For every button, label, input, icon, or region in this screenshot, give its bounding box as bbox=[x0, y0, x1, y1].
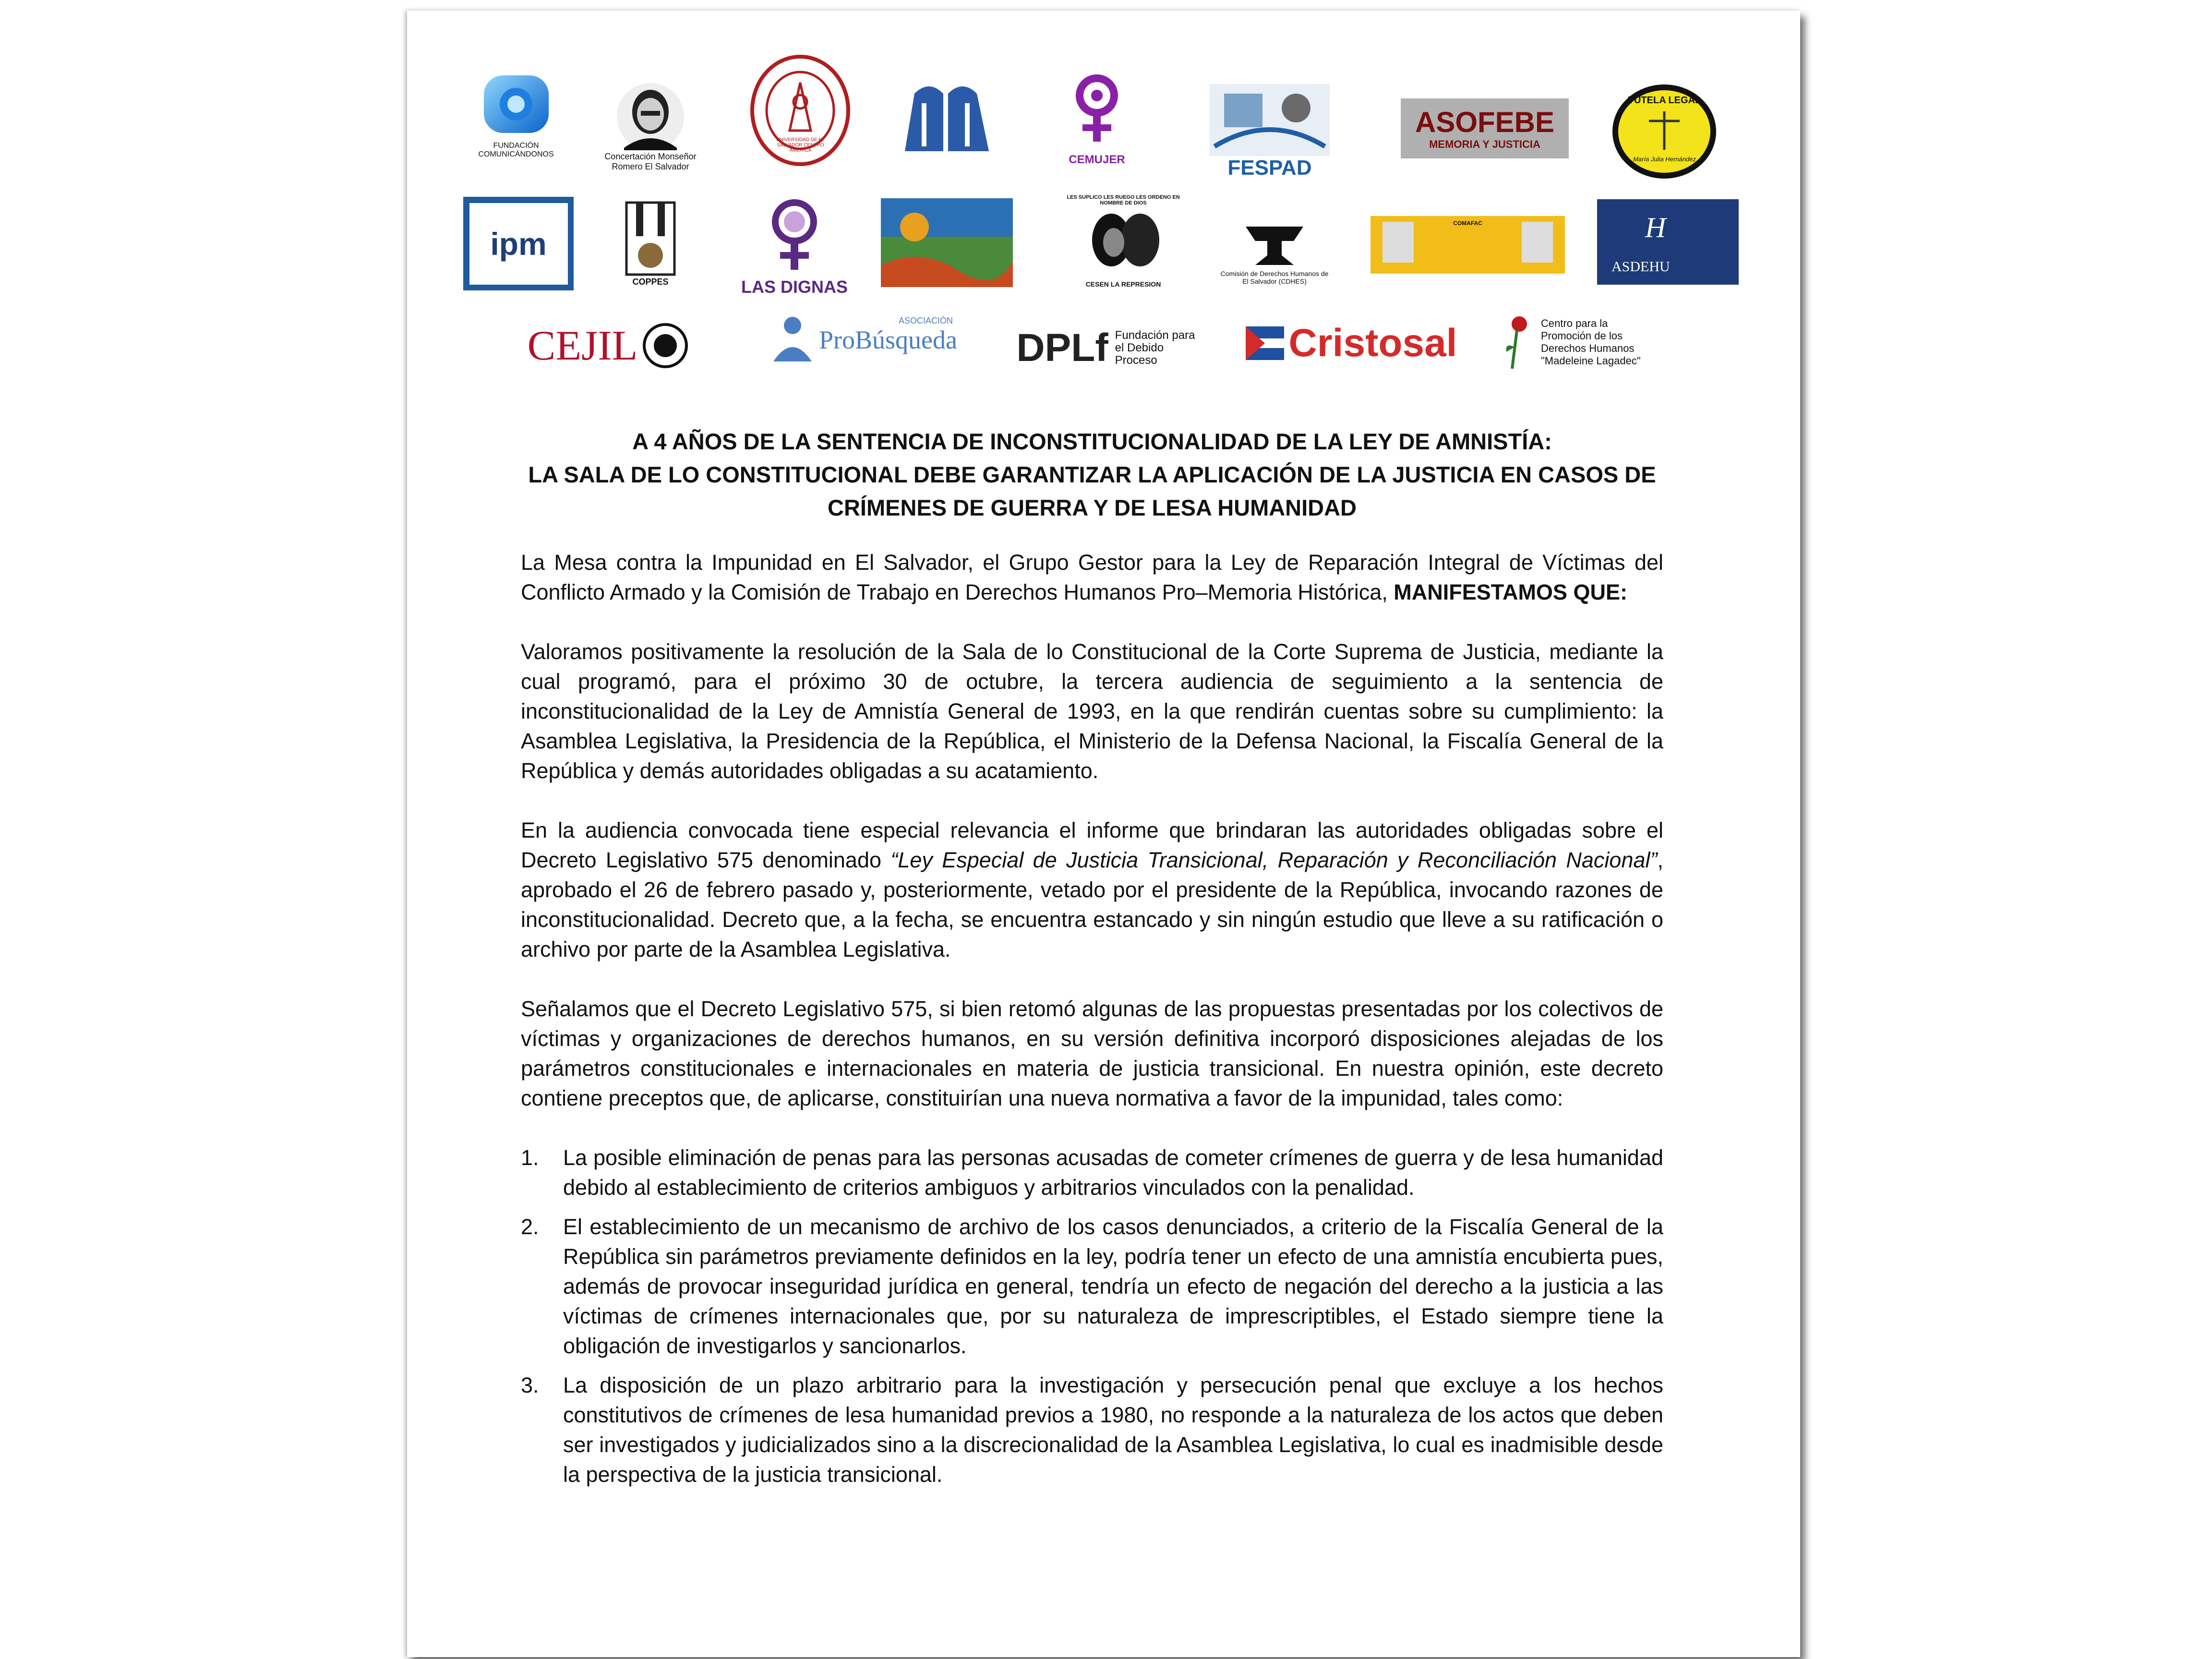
cejil-label: CEJIL bbox=[527, 322, 638, 369]
paragraph-2 bbox=[521, 816, 1663, 964]
asdehu-label: ASDEHU bbox=[1611, 259, 1670, 275]
asofebe-name: ASOFEBE bbox=[1415, 106, 1555, 138]
probusqueda-name: Búsqueda bbox=[855, 325, 957, 354]
logo-asdehu: ASDEHU H bbox=[1597, 199, 1739, 285]
intro-text: La Mesa contra la Impunidad en El Salvador, el Grupo Gestor para la Ley de Reparación Integral de Víctimas del Conflicto Armado y la Comisión de Trabajo en Derechos Humanos Pro–Memoria Histórica, bbox=[521, 550, 1663, 604]
fespad-book-icon bbox=[1205, 74, 1334, 156]
intro-paragraph bbox=[521, 548, 1663, 607]
numbered-list bbox=[521, 1143, 1663, 1490]
figures-icon bbox=[895, 74, 998, 161]
list-item bbox=[521, 1143, 1663, 1202]
logo-cemujer bbox=[1061, 65, 1133, 173]
paragraph-3: Señalamos que el Decreto Legislativo 575, si bien retomó algunas de las propuestas presentadas por los colectivos de víctimas y organizaciones de derechos humanos, en su versión definitiva incorporó disposiciones alejadas de los parámetros constitucionales e internacionales en materia de justicia transicional. En nuestra opinión, este decreto contiene preceptos que, de aplicarse, constituirían una nueva normativa a favor de la impunidad, tales como: bbox=[521, 997, 1663, 1110]
logo-asofebe bbox=[1401, 98, 1569, 158]
list-item bbox=[521, 1370, 1663, 1490]
logo-label: UNIVERSIDAD DE EL SALVADOR CENTRO AMÉRICA bbox=[776, 137, 825, 153]
list-item-text: La disposición de un plazo arbitrario para la investigación y persecución penal que excluye a los hechos constitutivos de crímenes de lesa humanidad previos a 1980, no responde a la naturaleza de los actos que deben ser investigados y judicializados sino a la discrecionalidad de la Asamblea Legislativa, lo cual es inadmisible desde la perspectiva de la justicia transicional. bbox=[563, 1373, 1663, 1487]
probusqueda-assoc: ASOCIACIÓN bbox=[898, 316, 953, 325]
logo-cristosal bbox=[1236, 317, 1462, 370]
document-title bbox=[521, 425, 1663, 524]
logo-sublabel: María Julia Hernández bbox=[1633, 156, 1696, 163]
romero-faces-icon bbox=[1066, 194, 1181, 288]
logo-label: Concertación Monseñor Romero El Salvador bbox=[604, 152, 697, 171]
list-item bbox=[521, 1212, 1663, 1361]
las-dignas-female-symbol-icon bbox=[766, 195, 823, 277]
coppes-tower-icon bbox=[622, 198, 679, 277]
logo-probusqueda bbox=[761, 307, 962, 372]
dplf-label: DPLf bbox=[1016, 326, 1108, 370]
logo-label: CEMUJER bbox=[1069, 153, 1125, 166]
title-line-3: CRÍMENES DE GUERRA Y DE LESA HUMANIDAD bbox=[828, 495, 1357, 520]
list-item-text: El establecimiento de un mecanismo de archivo de los casos denunciados, a criterio de la Fiscalía General de la República sin parámetros previamente definidos en la ley, podría tener un efecto de una amnistía encubierta pues, además de provocar inseguridad jurídica en general, tendría un efecto de negación del derecho a la justicia a las víctimas de crímenes internacionales que, por su naturaleza de imprescriptibles, el Estado siempre tiene la obligación de investigarlos y sancionarlos. bbox=[563, 1214, 1663, 1358]
logo-label: Comisión de Derechos Humanos de El Salvador (CDHES) bbox=[1220, 269, 1329, 285]
logo-universidad-el-salvador bbox=[746, 54, 854, 171]
logo-concertacion-romero bbox=[595, 61, 706, 172]
logo-colorful-painting bbox=[881, 198, 1013, 287]
logo-fespad bbox=[1202, 72, 1337, 182]
logo-las-dignas bbox=[732, 190, 857, 302]
logo-label: LAS DIGNAS bbox=[741, 276, 848, 297]
asofebe-tagline: MEMORIA Y JUSTICIA bbox=[1429, 138, 1540, 150]
title-line-2: LA SALA DE LO CONSTITUCIONAL DEBE GARANTIZAR LA APLICACIÓN DE LA JUSTICIA EN CASOS DE bbox=[528, 462, 1656, 487]
list-item-number: 2. bbox=[521, 1214, 539, 1239]
comunicandonos-emblem-icon bbox=[475, 70, 557, 142]
logo-label: FESPAD bbox=[1227, 156, 1312, 180]
logo-label: FUNDACIÓN COMUNICÁNDONOS bbox=[478, 141, 554, 158]
cejil-seal-icon bbox=[641, 322, 689, 370]
list-item-text: La posible eliminación de penas para las personas acusadas de cometer crímenes de guerra y de lesa humanidad debido al establecimiento de criterios ambiguos y arbitrarios vinculados con la penalidad. bbox=[563, 1145, 1663, 1200]
list-item-number: 1. bbox=[521, 1145, 539, 1170]
logo-fundacion-comunicandonos bbox=[468, 62, 564, 166]
rose-icon bbox=[1498, 313, 1536, 371]
logo-tutela-legal bbox=[1611, 83, 1719, 181]
logo-les-suplico bbox=[1066, 194, 1181, 288]
probusqueda-prefix: Pro bbox=[819, 325, 855, 354]
logo-ipm bbox=[463, 197, 574, 290]
paragraph-2-text-a: En la audiencia convocada tiene especial relevancia el informe que brindaran las autoridades obligadas sobre el Decreto Legislativo 575 denominado bbox=[521, 818, 1663, 872]
title-line-1: A 4 AÑOS DE LA SENTENCIA DE INCONSTITUCIONALIDAD DE LA LEY DE AMNISTÍA: bbox=[632, 429, 1552, 454]
logo-sublabel: CESEN LA REPRESION bbox=[1085, 280, 1161, 288]
logo-blue-figures bbox=[895, 74, 998, 161]
logo-label: LES SUPLICO LES RUEGO LES ORDENO EN NOMBRE DE DIOS bbox=[1067, 194, 1180, 206]
document-body bbox=[521, 425, 1663, 1499]
logo-cdhes bbox=[1219, 204, 1330, 293]
decree-name-italic: “Ley Especial de Justicia Transicional, Reparación y Reconciliación Nacional” bbox=[890, 848, 1658, 872]
cristosal-flag-icon bbox=[1241, 319, 1289, 367]
logo-comafac bbox=[1370, 216, 1565, 274]
dplf-tagline: Fundación para el Debido Proceso bbox=[1115, 329, 1195, 367]
logo-label: COPPES bbox=[632, 277, 669, 287]
madeleine-label: Centro para la Promoción de los Derechos Humanos "Madeleine Lagadec" bbox=[1541, 317, 1641, 367]
cristosal-label: Cristosal bbox=[1288, 321, 1457, 365]
logo-label: TUTELA LEGAL bbox=[1628, 95, 1701, 106]
list-item-number: 3. bbox=[521, 1373, 539, 1397]
probusqueda-family-icon bbox=[766, 313, 819, 366]
paragraph-2-text-b: , aprobado el 26 de febrero pasado y, posteriormente, vetado por el presidente de la República, invocando razones de inconstitucionalidad. Decreto que, a la fecha, se encuentra estancado y sin ningún estudio que lleve a su ratificación o archivo por parte de la Asamblea Legislativa. bbox=[521, 848, 1663, 962]
painting-icon bbox=[881, 198, 1013, 287]
logo-coppes bbox=[619, 194, 682, 290]
university-seal-icon bbox=[746, 54, 854, 171]
logo-madeleine-lagadec bbox=[1498, 312, 1656, 372]
female-symbol-icon bbox=[1070, 72, 1123, 153]
intro-bold-text: MANIFESTAMOS QUE: bbox=[1394, 580, 1627, 604]
anvil-icon bbox=[1236, 212, 1313, 270]
ipm-label: ipm bbox=[490, 226, 547, 262]
logo-cejil bbox=[518, 319, 698, 372]
paragraph-1: Valoramos positivamente la resolución de la Sala de lo Constitucional de la Corte Suprema de Justicia, mediante la cual programó, para el próximo 30 de octubre, la tercera audiencia de seguimiento a la sentencia de inconstitucionalidad de la Ley de Amnistía General de 1993, en la que rendirán cuentas sobre su cumplimiento: la Asamblea Legislativa, la Presidencia de la República, el Ministerio de la Defensa Nacional, la Fiscalía General de la República y demás autoridades obligadas a su acatamiento. bbox=[521, 639, 1663, 783]
logo-dplf bbox=[1003, 322, 1210, 374]
comafac-label: COMAFAC bbox=[1453, 220, 1482, 227]
